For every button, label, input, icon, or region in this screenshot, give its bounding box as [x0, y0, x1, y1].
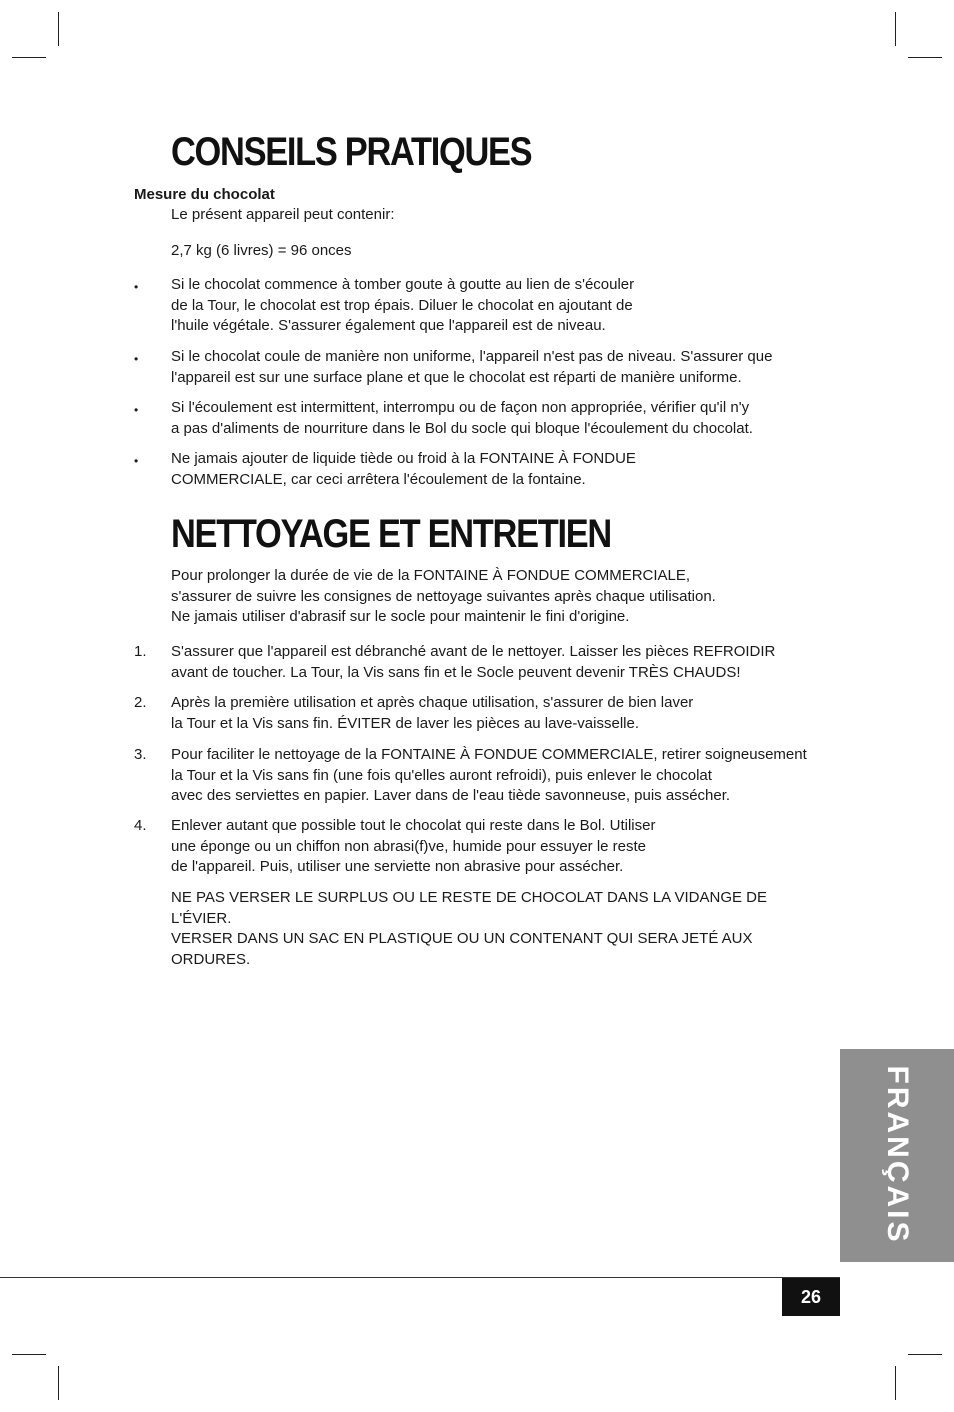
crop-mark	[58, 12, 59, 46]
step-number: 1.	[134, 643, 147, 660]
page-number: 26	[782, 1278, 840, 1316]
crop-mark	[12, 57, 46, 58]
tip-item: Ne jamais ajouter de liquide tiède ou froid à la FONTAINE À FONDUE COMMERCIALE, car ceci arrêtera l'écoulement de la fontaine.	[171, 450, 636, 488]
step-number: 4.	[134, 817, 147, 834]
crop-mark	[895, 1366, 896, 1400]
capacity-intro: Le présent appareil peut contenir:	[171, 206, 395, 223]
cleaning-intro: Pour prolonger la durée de vie de la FONTAINE À FONDUE COMMERCIALE, s'assurer de suivre les consignes de nettoyage suivantes après chaque utilisation. Ne jamais utiliser d'abrasif sur le socle pour maintenir le fini d'origine.	[171, 567, 716, 625]
cleaning-step: Pour faciliter le nettoyage de la FONTAINE À FONDUE COMMERCIALE, retirer soigneusement la Tour et la Vis sans fin (une fois qu'elles auront refroidi), puis enlever le chocolat avec des serviettes en papier. Laver dans de l'eau tiède savonneuse, puis assécher.	[171, 746, 807, 804]
cleaning-step: Après la première utilisation et après chaque utilisation, s'assurer de bien laver la Tour et la Vis sans fin. ÉVITER de laver les pièces au lave-vaisselle.	[171, 694, 694, 732]
step-number: 3.	[134, 746, 147, 763]
crop-mark	[908, 57, 942, 58]
bullet-marker: •	[134, 454, 139, 468]
bullet-marker: •	[134, 403, 139, 417]
section-title-cleaning: NETTOYAGE ET ENTRETIEN	[171, 512, 611, 556]
cleaning-step: Enlever autant que possible tout le chocolat qui reste dans le Bol. Utiliser une éponge ou un chiffon non abrasi(f)ve, humide pour essuyer le reste de l'appareil. Puis, utiliser une serviette non abrasive pour assécher.	[171, 817, 656, 875]
tip-item: Si le chocolat commence à tomber goute à goutte au lien de s'écouler de la Tour, le chocolat est trop épais. Diluer le chocolat en ajoutant de l'huile végétale. S'assurer également que l'appareil est de niveau.	[171, 276, 635, 334]
crop-mark	[908, 1354, 942, 1355]
bullet-marker: •	[134, 352, 139, 366]
tip-item: Si le chocolat coule de manière non uniforme, l'appareil n'est pas de niveau. S'assurer que l'appareil est sur une surface plane et que le chocolat est réparti de manière uniforme.	[171, 348, 773, 386]
step-number: 2.	[134, 694, 147, 711]
language-tab-label: FRANÇAIS	[881, 1065, 914, 1245]
section-title-tips: CONSEILS PRATIQUES	[171, 130, 532, 174]
bullet-marker: •	[134, 280, 139, 294]
disposal-warning: NE PAS VERSER LE SURPLUS OU LE RESTE DE CHOCOLAT DANS LA VIDANGE DE L'ÉVIER. VERSER DANS UN SAC EN PLASTIQUE OU UN CONTENANT QUI SERA JETÉ AUX ORDURES.	[171, 889, 768, 968]
capacity-value: 2,7 kg (6 livres) = 96 onces	[171, 242, 352, 259]
crop-mark	[58, 1366, 59, 1400]
crop-mark	[895, 12, 896, 46]
subheading-measure: Mesure du chocolat	[134, 186, 275, 203]
cleaning-step: S'assurer que l'appareil est débranché avant de le nettoyer. Laisser les pièces REFROIDIR avant de toucher. La Tour, la Vis sans fin et le Socle peuvent devenir TRÈS CHAUDS!	[171, 643, 776, 681]
tip-item: Si l'écoulement est intermittent, interrompu ou de façon non appropriée, vérifier qu'il n'y a pas d'aliments de nourriture dans le Bol du socle qui bloque l'écoulement du chocolat.	[171, 399, 753, 437]
crop-mark	[12, 1354, 46, 1355]
language-tab	[840, 1049, 954, 1262]
footer-divider	[0, 1277, 840, 1278]
